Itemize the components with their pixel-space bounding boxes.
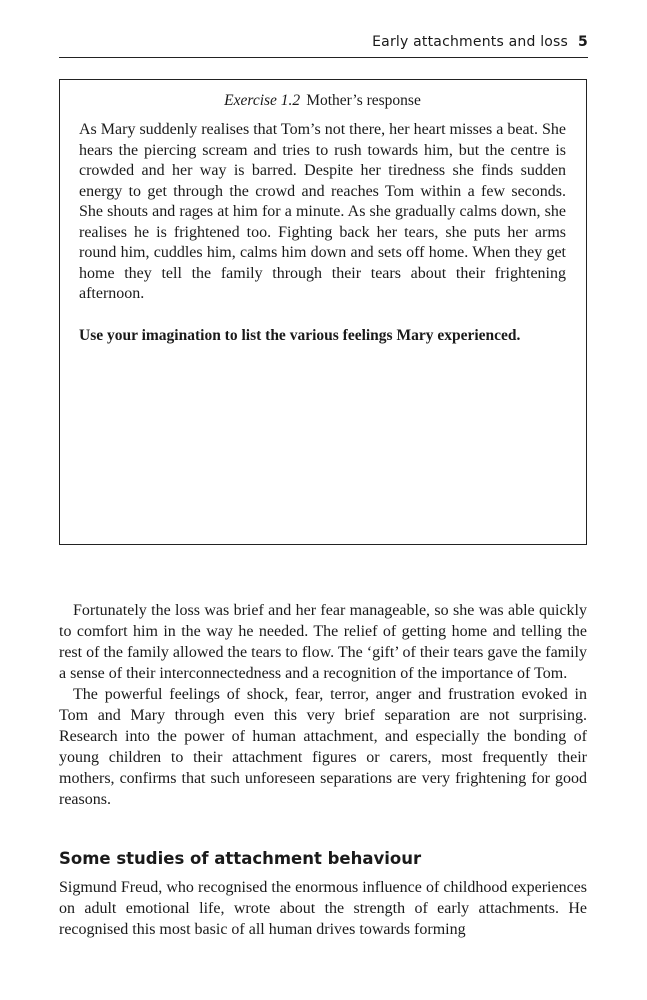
exercise-body: As Mary suddenly realises that Tom’s not there, her heart misses a beat. She hears the piercing scream and tries to rush towards him, but the centre is crowded and her way is barred. Despite her tiredness she finds sudden energy to get through the crowd and reaches Tom within a few seconds. She shouts and rages at him for a minute. As she gradually calms down, she realises he is frightened too. Fighting back her tears, she puts her arms round him, cuddles him, calms him down and sets off home. When they get home they tell the family through their tears about their frightening afternoon. [79,121,566,302]
exercise-title [79,92,566,110]
exercise-instruction: Use your imagination to list the various feelings Mary experienced. [79,326,521,344]
running-title: Early attachments and loss [372,34,569,50]
exercise-label: Exercise 1.2 [224,92,301,109]
exercise-box [59,79,587,545]
exercise-heading: Mother’s response [306,92,421,109]
paragraph: Fortunately the loss was brief and her fear manageable, so she was able quickly to comfort him in the way he needed. The relief of getting home and telling the rest of the family allowed the tears to flow. The ‘gift’ of their tears gave the family a sense of their interconnectedness and a recognition of the importance of Tom. [59,602,587,682]
header-text [372,34,588,50]
section-paragraph: Sigmund Freud, who recognised the enormous influence of childhood experiences on adult emotional life, wrote about the strength of early attachments. He recognised this most basic of all human drives towards forming [59,879,587,938]
header-rule [59,57,588,58]
page-number: 5 [578,34,588,50]
section-heading: Some studies of attachment behaviour [59,849,422,868]
running-header [59,30,588,58]
paragraph: The powerful feelings of shock, fear, terror, anger and frustration evoked in Tom and Mary through even this very brief separation are not surprising. Research into the power of human attachment, and especially the bonding of young children to their attachment figures or carers, most frequently their mothers, confirms that such unforeseen separations are very frightening for good reasons. [59,686,587,808]
main-text [59,600,587,810]
